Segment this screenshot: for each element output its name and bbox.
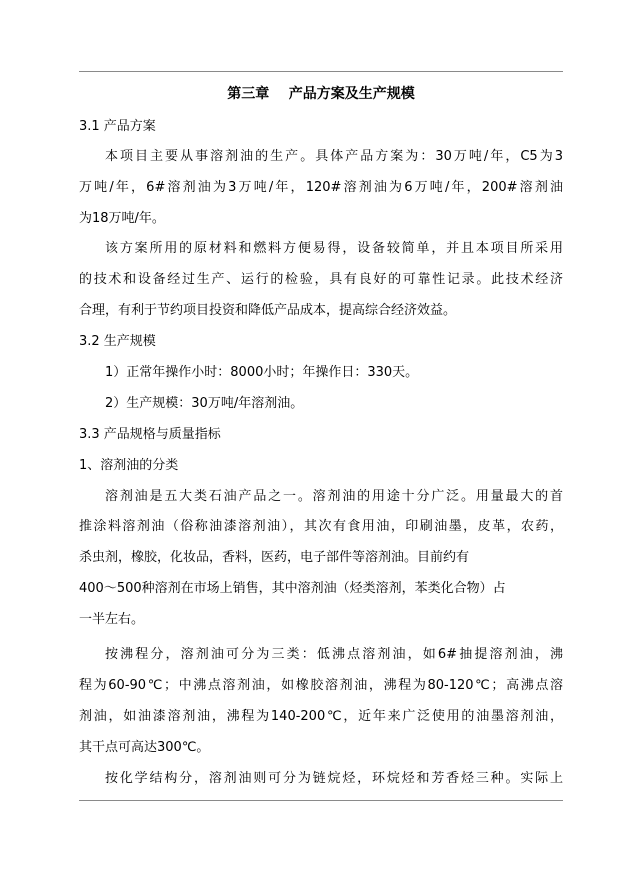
- paragraph-line: 按化学结构分，溶剂油则可分为链烷烃，环烷烃和芳香烃三种。实际上: [105, 771, 563, 786]
- footer-rule: [79, 800, 563, 801]
- paragraph-line: 的技术和设备经过生产、运行的检验，具有良好的可靠性记录。此技术经济: [79, 272, 563, 287]
- header-rule: [79, 71, 563, 72]
- paragraph-line: 杀虫剂，橡胶，化妆品，香料，医药，电子部件等溶剂油。目前约有: [79, 550, 470, 565]
- paragraph-line: 万吨/年，6#溶剂油为3万吨/年，120#溶剂油为6万吨/年，200#溶剂油: [79, 180, 563, 195]
- paragraph-line: 该方案所用的原材料和燃料方便易得，设备较简单，并且本项目所采用: [105, 241, 563, 256]
- subsection-heading: 1、溶剂油的分类: [79, 458, 179, 473]
- paragraph-line: 剂油，如油漆溶剂油，沸程为140-200℃，近年来广泛使用的油墨溶剂油，: [79, 709, 563, 724]
- paragraph-line: 程为60-90℃；中沸点溶剂油，如橡胶溶剂油，沸程为80-120℃；高沸点溶: [79, 678, 563, 693]
- paragraph-line: 为18万吨/年。: [79, 211, 165, 226]
- paragraph-line: 400～500种溶剂在市场上销售，其中溶剂油（烃类溶剂，苯类化合物）占: [79, 581, 506, 596]
- paragraph-line: 其干点可高达300℃。: [79, 740, 210, 755]
- paragraph-line: 推涂料溶剂油（俗称油漆溶剂油），其次有食用油，印刷油墨，皮革，农药，: [79, 519, 563, 534]
- chapter-title: 第三章 产品方案及生产规模: [227, 86, 415, 102]
- paragraph-line: 本项目主要从事溶剂油的生产。具体产品方案为：30万吨/年，C5为3: [105, 149, 563, 164]
- paragraph-line: 一半左右。: [79, 612, 145, 627]
- list-item: 1）正常年操作小时：8000小时；年操作日：330天。: [105, 365, 419, 380]
- paragraph-line: 溶剂油是五大类石油产品之一。溶剂油的用途十分广泛。用量最大的首: [105, 489, 563, 504]
- section-heading-3-1: 3.1 产品方案: [79, 119, 156, 134]
- paragraph-line: 按沸程分，溶剂油可分为三类：低沸点溶剂油，如6#抽提溶剂油，沸: [105, 647, 563, 662]
- section-heading-3-3: 3.3 产品规格与质量指标: [79, 427, 221, 442]
- paragraph-line: 合理，有利于节约项目投资和降低产品成本，提高综合经济效益。: [79, 303, 457, 318]
- section-heading-3-2: 3.2 生产规模: [79, 334, 156, 349]
- list-item: 2）生产规模：30万吨/年溶剂油。: [105, 396, 304, 411]
